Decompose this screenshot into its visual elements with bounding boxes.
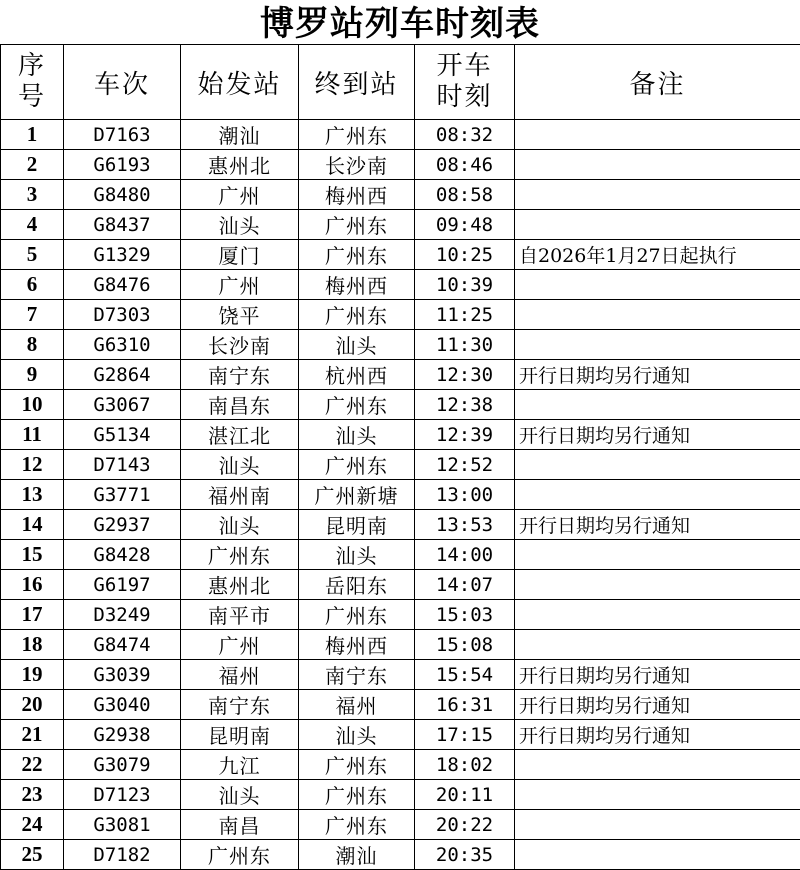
train-number: G6310 (64, 330, 181, 360)
origin-station: 南平市 (181, 600, 299, 630)
origin-station: 汕头 (181, 780, 299, 810)
note: 自2026年1月27日起执行 (515, 240, 800, 270)
header-origin: 始发站 (181, 45, 299, 120)
departure-time: 10:39 (415, 270, 515, 300)
destination-station: 福州 (299, 690, 415, 720)
note (515, 570, 800, 600)
departure-time: 12:38 (415, 390, 515, 420)
destination-station: 杭州西 (299, 360, 415, 390)
table-row (1, 150, 800, 180)
origin-station: 厦门 (181, 240, 299, 270)
train-number: G3039 (64, 660, 181, 690)
row-index: 1 (1, 120, 64, 150)
row-index: 13 (1, 480, 64, 510)
origin-station: 福州 (181, 660, 299, 690)
train-number: D7182 (64, 840, 181, 870)
table-row (1, 750, 800, 780)
origin-station: 南宁东 (181, 360, 299, 390)
train-number: D7163 (64, 120, 181, 150)
note: 开行日期均另行通知 (515, 420, 800, 450)
departure-time: 13:53 (415, 510, 515, 540)
header-index-top: 序 (17, 51, 46, 81)
destination-station: 汕头 (299, 420, 415, 450)
destination-station: 梅州西 (299, 180, 415, 210)
departure-time: 20:35 (415, 840, 515, 870)
departure-time: 15:03 (415, 600, 515, 630)
row-index: 8 (1, 330, 64, 360)
origin-station: 昆明南 (181, 720, 299, 750)
train-number: D3249 (64, 600, 181, 630)
table-row (1, 840, 800, 870)
header-note: 备注 (515, 45, 800, 120)
row-index: 22 (1, 750, 64, 780)
note (515, 480, 800, 510)
train-number: G8437 (64, 210, 181, 240)
table-row (1, 810, 800, 840)
note (515, 840, 800, 870)
departure-time: 10:25 (415, 240, 515, 270)
origin-station: 潮汕 (181, 120, 299, 150)
destination-station: 梅州西 (299, 270, 415, 300)
table-row (1, 450, 800, 480)
origin-station: 长沙南 (181, 330, 299, 360)
table-row (1, 180, 800, 210)
destination-station: 广州东 (299, 780, 415, 810)
note (515, 210, 800, 240)
table-row (1, 420, 800, 450)
header-time-bottom: 时刻 (436, 82, 493, 112)
table-row (1, 390, 800, 420)
destination-station: 广州东 (299, 390, 415, 420)
origin-station: 汕头 (181, 510, 299, 540)
origin-station: 南昌东 (181, 390, 299, 420)
destination-station: 广州东 (299, 600, 415, 630)
row-index: 19 (1, 660, 64, 690)
note (515, 180, 800, 210)
destination-station: 广州东 (299, 240, 415, 270)
page-title: 博罗站列车时刻表 (0, 0, 800, 45)
row-index: 10 (1, 390, 64, 420)
table-row (1, 270, 800, 300)
departure-time: 13:00 (415, 480, 515, 510)
row-index: 4 (1, 210, 64, 240)
train-number: G3771 (64, 480, 181, 510)
destination-station: 潮汕 (299, 840, 415, 870)
departure-time: 08:32 (415, 120, 515, 150)
header-time-top: 开车 (436, 51, 493, 81)
row-index: 9 (1, 360, 64, 390)
table-row (1, 630, 800, 660)
destination-station: 广州东 (299, 120, 415, 150)
table-row (1, 660, 800, 690)
note: 开行日期均另行通知 (515, 510, 800, 540)
row-index: 21 (1, 720, 64, 750)
note (515, 450, 800, 480)
train-number: G8476 (64, 270, 181, 300)
train-number: G6193 (64, 150, 181, 180)
departure-time: 12:39 (415, 420, 515, 450)
train-number: G8474 (64, 630, 181, 660)
table-row (1, 210, 800, 240)
departure-time: 09:48 (415, 210, 515, 240)
origin-station: 九江 (181, 750, 299, 780)
destination-station: 汕头 (299, 540, 415, 570)
row-index: 18 (1, 630, 64, 660)
header-train: 车次 (64, 45, 181, 120)
row-index: 25 (1, 840, 64, 870)
table-row (1, 120, 800, 150)
origin-station: 汕头 (181, 450, 299, 480)
note (515, 330, 800, 360)
origin-station: 湛江北 (181, 420, 299, 450)
destination-station: 广州东 (299, 210, 415, 240)
table-row (1, 510, 800, 540)
table-row (1, 300, 800, 330)
departure-time: 08:58 (415, 180, 515, 210)
row-index: 12 (1, 450, 64, 480)
row-index: 15 (1, 540, 64, 570)
note: 开行日期均另行通知 (515, 360, 800, 390)
train-number: G6197 (64, 570, 181, 600)
header-index (1, 45, 64, 120)
departure-time: 17:15 (415, 720, 515, 750)
note: 开行日期均另行通知 (515, 660, 800, 690)
origin-station: 南宁东 (181, 690, 299, 720)
timetable-table (0, 45, 800, 870)
destination-station: 广州东 (299, 750, 415, 780)
header-departure-time (415, 45, 515, 120)
departure-time: 20:22 (415, 810, 515, 840)
destination-station: 梅州西 (299, 630, 415, 660)
table-row (1, 240, 800, 270)
departure-time: 15:54 (415, 660, 515, 690)
row-index: 3 (1, 180, 64, 210)
departure-time: 11:30 (415, 330, 515, 360)
departure-time: 12:52 (415, 450, 515, 480)
row-index: 5 (1, 240, 64, 270)
table-row (1, 600, 800, 630)
note (515, 600, 800, 630)
table-row (1, 690, 800, 720)
destination-station: 南宁东 (299, 660, 415, 690)
row-index: 2 (1, 150, 64, 180)
departure-time: 08:46 (415, 150, 515, 180)
table-row (1, 570, 800, 600)
note (515, 120, 800, 150)
row-index: 16 (1, 570, 64, 600)
destination-station: 汕头 (299, 330, 415, 360)
departure-time: 11:25 (415, 300, 515, 330)
row-index: 14 (1, 510, 64, 540)
origin-station: 惠州北 (181, 570, 299, 600)
destination-station: 岳阳东 (299, 570, 415, 600)
destination-station: 长沙南 (299, 150, 415, 180)
note (515, 540, 800, 570)
note (515, 630, 800, 660)
train-number: D7303 (64, 300, 181, 330)
row-index: 17 (1, 600, 64, 630)
train-number: G2938 (64, 720, 181, 750)
note (515, 300, 800, 330)
header-index-bottom: 号 (17, 82, 46, 112)
train-number: G2937 (64, 510, 181, 540)
destination-station: 广州新塘 (299, 480, 415, 510)
train-number: G3040 (64, 690, 181, 720)
departure-time: 14:07 (415, 570, 515, 600)
origin-station: 南昌 (181, 810, 299, 840)
origin-station: 惠州北 (181, 150, 299, 180)
train-number: G3079 (64, 750, 181, 780)
note (515, 780, 800, 810)
train-number: G8480 (64, 180, 181, 210)
train-number: G5134 (64, 420, 181, 450)
departure-time: 14:00 (415, 540, 515, 570)
train-number: G1329 (64, 240, 181, 270)
train-number: D7143 (64, 450, 181, 480)
row-index: 24 (1, 810, 64, 840)
train-number: G3081 (64, 810, 181, 840)
row-index: 20 (1, 690, 64, 720)
table-row (1, 540, 800, 570)
train-number: G2864 (64, 360, 181, 390)
departure-time: 16:31 (415, 690, 515, 720)
row-index: 23 (1, 780, 64, 810)
origin-station: 广州 (181, 630, 299, 660)
table-row (1, 720, 800, 750)
table-row (1, 330, 800, 360)
origin-station: 广州 (181, 270, 299, 300)
note: 开行日期均另行通知 (515, 690, 800, 720)
destination-station: 昆明南 (299, 510, 415, 540)
origin-station: 广州东 (181, 840, 299, 870)
departure-time: 15:08 (415, 630, 515, 660)
origin-station: 福州南 (181, 480, 299, 510)
departure-time: 12:30 (415, 360, 515, 390)
table-row (1, 780, 800, 810)
departure-time: 20:11 (415, 780, 515, 810)
destination-station: 广州东 (299, 810, 415, 840)
note (515, 750, 800, 780)
destination-station: 广州东 (299, 450, 415, 480)
note (515, 810, 800, 840)
note (515, 390, 800, 420)
destination-station: 汕头 (299, 720, 415, 750)
row-index: 7 (1, 300, 64, 330)
origin-station: 广州东 (181, 540, 299, 570)
origin-station: 广州 (181, 180, 299, 210)
destination-station: 广州东 (299, 300, 415, 330)
note (515, 150, 800, 180)
timetable-body (1, 120, 800, 870)
header-row (1, 45, 800, 120)
note: 开行日期均另行通知 (515, 720, 800, 750)
train-number: D7123 (64, 780, 181, 810)
note (515, 270, 800, 300)
header-destination: 终到站 (299, 45, 415, 120)
row-index: 11 (1, 420, 64, 450)
origin-station: 饶平 (181, 300, 299, 330)
table-row (1, 480, 800, 510)
train-number: G3067 (64, 390, 181, 420)
origin-station: 汕头 (181, 210, 299, 240)
table-row (1, 360, 800, 390)
row-index: 6 (1, 270, 64, 300)
train-number: G8428 (64, 540, 181, 570)
departure-time: 18:02 (415, 750, 515, 780)
